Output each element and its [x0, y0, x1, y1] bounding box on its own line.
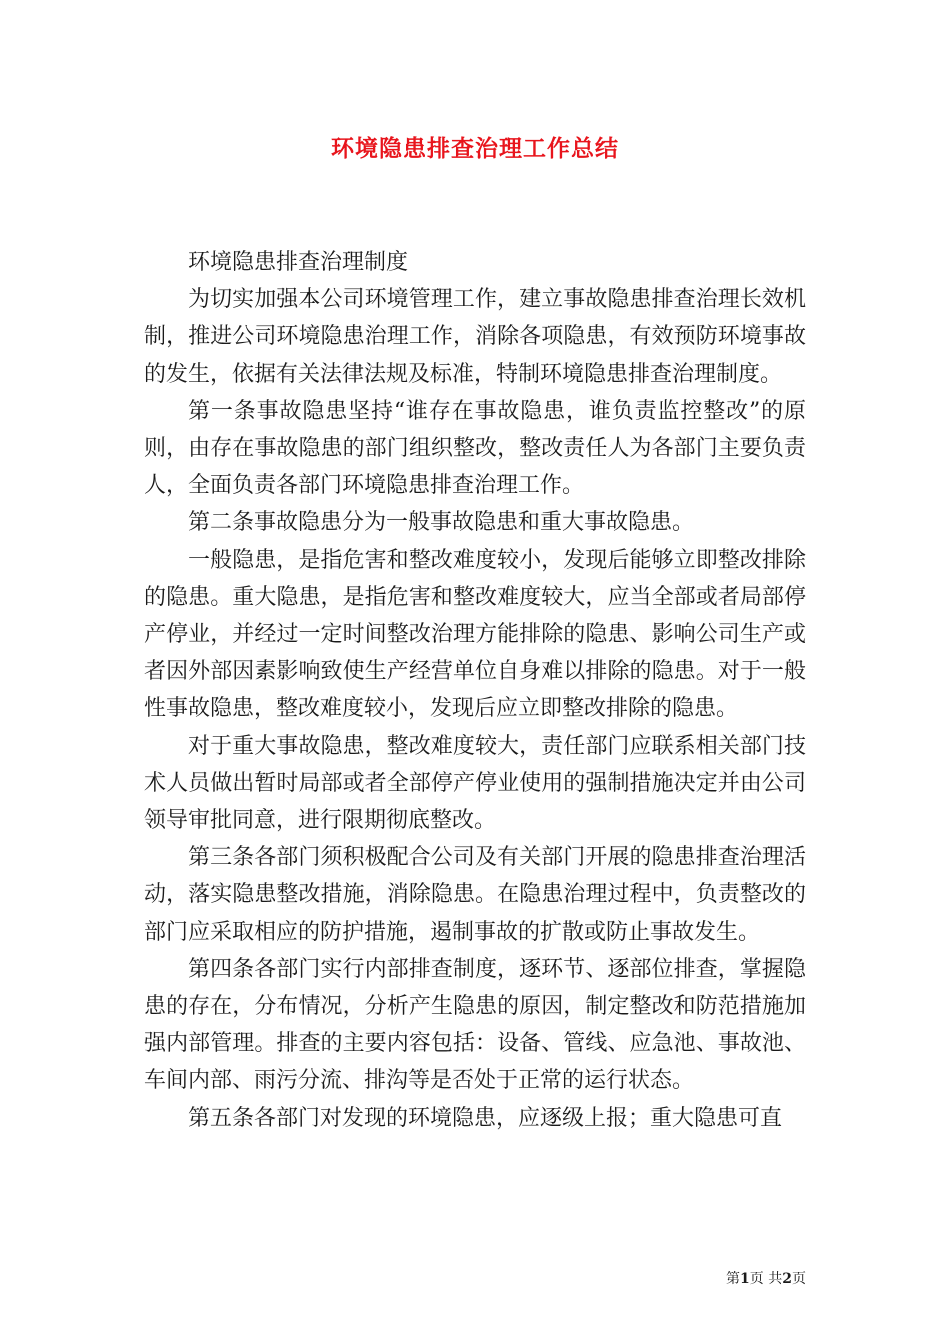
- document-body: [144, 244, 806, 1137]
- footer-prefix: 第: [726, 1271, 741, 1287]
- body-paragraph: 环境隐患排查治理制度: [188, 250, 409, 275]
- footer-middle: 页 共: [749, 1271, 783, 1287]
- body-paragraph: 对于重大事故隐患，整改难度较大，责任部门应联系相关部门技术人员做出暂时局部或者全部停产停业使用的强制措施决定并由公司领导审批同意，进行限期彻底整改。: [144, 733, 806, 834]
- body-paragraph: 一般隐患，是指危害和整改难度较小，发现后能够立即整改排除的隐患。重大隐患，是指危害和整改难度较大，应当全部或者局部停产停业，并经过一定时间整改治理方能排除的隐患、影响公司生产或者因外部因素影响致使生产经营单位自身难以排除的隐患。对于一般性事故隐患，整改难度较小，发现后应立即整改排除的隐患。: [144, 547, 806, 722]
- body-paragraph: 第四条各部门实行内部排查制度，逐环节、逐部位排查，掌握隐患的存在，分布情况，分析产生隐患的原因，制定整改和防范措施加强内部管理。排查的主要内容包括：设备、管线、应急池、事故池、车间内部、雨污分流、排沟等是否处于正常的运行状态。: [144, 956, 806, 1094]
- total-page-number: 2: [782, 1271, 792, 1287]
- body-paragraph: 第五条各部门对发现的环境隐患，应逐级上报；重大隐患可直: [188, 1105, 783, 1131]
- body-paragraph: 第三条各部门须积极配合公司及有关部门开展的隐患排查治理活动，落实隐患整改措施，消除隐患。在隐患治理过程中，负责整改的部门应采取相应的防护措施，遏制事故的扩散或防止事故发生。: [144, 845, 806, 945]
- current-page-number: 1: [740, 1271, 750, 1287]
- footer-suffix: 页: [792, 1271, 806, 1287]
- body-paragraph: 第二条事故隐患分为一般事故隐患和重大事故隐患。: [188, 510, 695, 536]
- document-title: 环境隐患排查治理工作总结: [331, 136, 619, 162]
- body-paragraph: 为切实加强本公司环境管理工作，建立事故隐患排查治理长效机制，推进公司环境隐患治理工作，消除各项隐患，有效预防环境事故的发生，依据有关法律法规及标准，特制环境隐患排查治理制度。: [144, 287, 806, 387]
- page-number-footer: [726, 1268, 806, 1288]
- body-paragraph: 第一条事故隐患坚持“谁存在事故隐患，谁负责监控整改”的原则，由存在事故隐患的部门组织整改，整改责任人为各部门主要负责人，全面负责各部门环境隐患排查治理工作。: [144, 398, 806, 499]
